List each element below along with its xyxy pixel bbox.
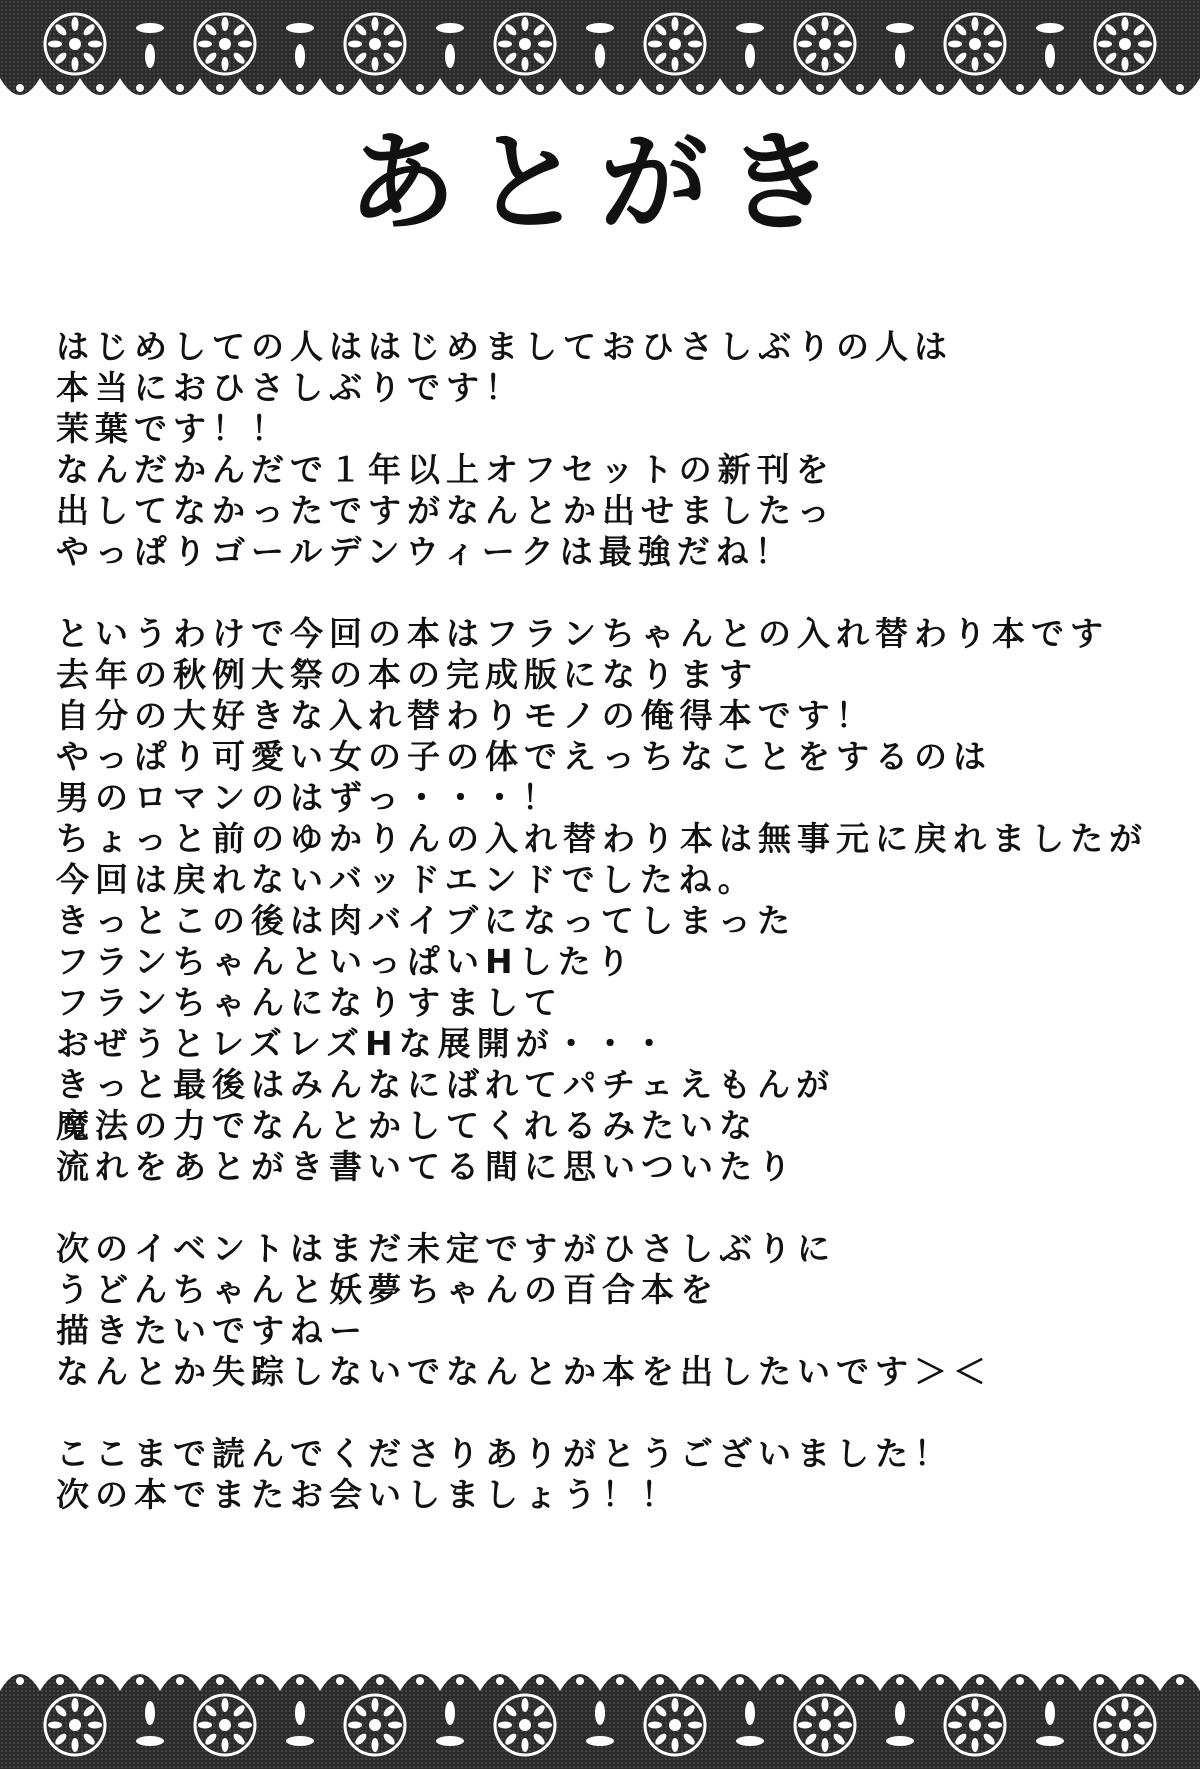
text-line: なんとか失踪しないでなんとか本を出したいです＞＜ [56,1352,992,1391]
text-line: ここまで読んでくださりありがとうございました！ [56,1434,953,1473]
text-line: はじめしての人ははじめましておひさしぶりの人は [56,327,953,366]
paragraph-4 [56,1433,1186,1515]
text-line: 本当におひさしぶりです！ [56,368,524,407]
text-line: 次のイベントはまだ未定ですがひさしぶりに [56,1229,836,1268]
page-title: あとがき [347,121,852,246]
text-line: おぜうとレズレズHな展開が・・・ [56,1024,672,1063]
text-line: やっぱりゴールデンウィークは最強だね！ [56,532,794,571]
lace-pattern-top [0,0,1200,120]
text-line: 去年の秋例大祭の本の完成版になります [56,655,758,694]
text-line: 茉葉です！！ [56,409,290,448]
text-line: 今回は戻れないバッドエンドでしたね。 [56,860,757,899]
text-line: 男のロマンのはずっ・・・！ [56,778,562,817]
text-line: 出してなかったですがなんとか出せましたっ [56,491,836,530]
text-line: 描きたいですねー [56,1311,368,1350]
paragraph-gap [56,1392,1186,1433]
text-line: フランちゃんになりすまして [56,983,563,1022]
text-line: うどんちゃんと妖夢ちゃんの百合本を [56,1270,719,1309]
text-line: というわけで今回の本はフランちゃんとの入れ替わり本です [56,614,1109,653]
paragraph-1 [56,326,1186,572]
paragraph-3 [56,1228,1186,1392]
text-line: ちょっと前のゆかりんの入れ替わり本は無事元に戻れましたが [56,819,1148,858]
text-line: きっと最後はみんなにばれてパチェえもんが [56,1065,836,1104]
lace-border-bottom [0,1649,1200,1769]
paragraph-gap [56,1187,1186,1228]
text-line: フランちゃんといっぱいHしたり [56,942,636,981]
lace-border-top [0,0,1200,120]
lace-pattern-bottom [0,1649,1200,1769]
text-line: やっぱり可愛い女の子の体でえっちなことをするのは [56,737,992,776]
text-line: きっとこの後は肉バイブになってしまった [56,901,797,940]
text-line: なんだかんだで１年以上オフセットの新刊を [56,450,835,489]
afterword-text [56,326,1186,1515]
text-line: 魔法の力でなんとかしてくれるみたいな [56,1106,758,1145]
paragraph-2 [56,613,1186,1187]
paragraph-gap [56,572,1186,613]
text-line: 次の本でまたお会いしましょう！！ [56,1475,680,1514]
text-line: 自分の大好きな入れ替わりモノの俺得本です！ [56,696,875,735]
text-line: 流れをあとがき書いてる間に思いついたり [56,1147,797,1186]
